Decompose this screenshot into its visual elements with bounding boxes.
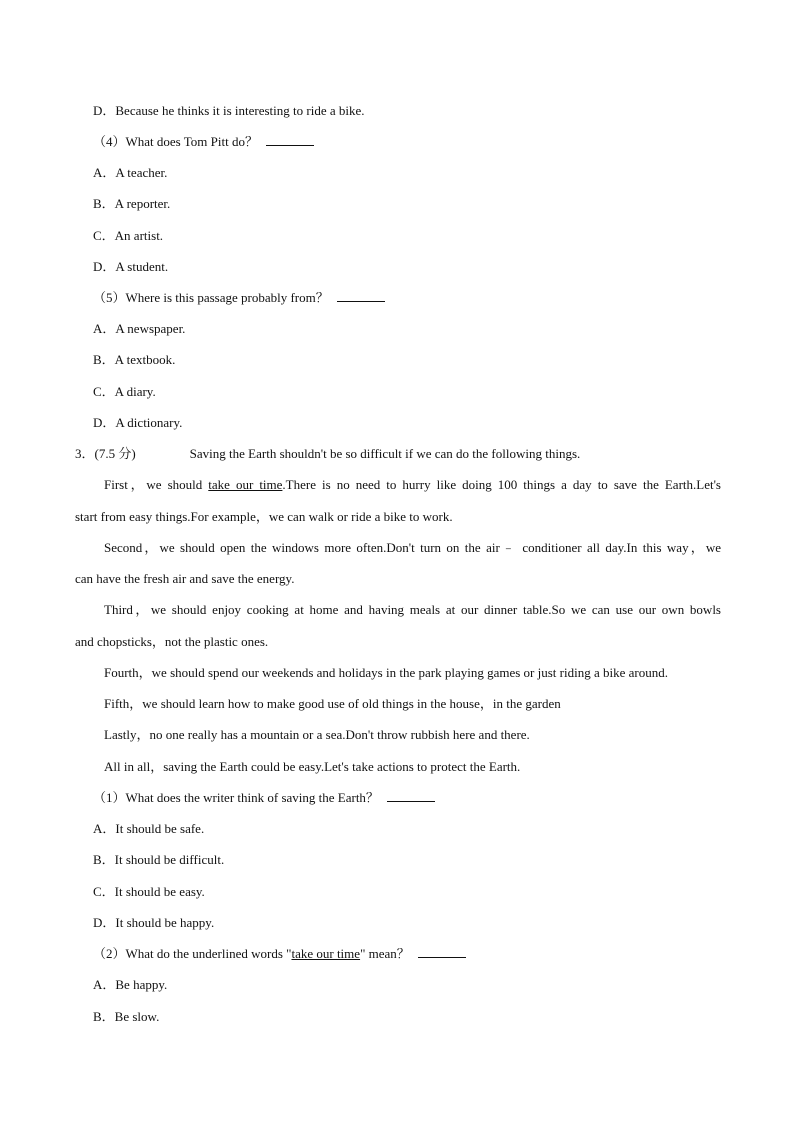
para-6: Lastly，no one really has a mountain or a sea.Don't throw rubbish here and there.	[104, 727, 530, 742]
para-1-cont: start from easy things.For example，we can walk or ride a bike to work.	[75, 509, 453, 524]
answer-blank[interactable]	[387, 800, 435, 802]
q4-option-a: A．A teacher.	[93, 165, 168, 180]
q5-stem: （5）Where is this passage probably from？	[93, 290, 385, 306]
para-2-cont: can have the fresh air and save the energy.	[75, 571, 295, 586]
q4-option-d: D．A student.	[93, 259, 169, 274]
q2-option-d: D．Because he thinks it is interesting to ride a bike.	[93, 103, 365, 118]
q3-2-option-b: B．Be slow.	[93, 1009, 160, 1024]
q4-option-c: C．An artist.	[93, 228, 164, 243]
q5-option-b: B．A textbook.	[93, 352, 176, 367]
para-2: Second，we should open the windows more often.Don't turn on the air﹣ conditioner all day.In this way，we	[104, 540, 721, 555]
q3-2-option-a: A．Be happy.	[93, 977, 168, 992]
answer-blank[interactable]	[266, 144, 314, 146]
para-1: First，we should take our time.There is no need to hurry like doing 100 things a day to save the Earth.Let's	[104, 477, 721, 492]
para-3-cont: and chopsticks，not the plastic ones.	[75, 634, 269, 649]
q5-option-d: D．A dictionary.	[93, 415, 183, 430]
para-7: All in all，saving the Earth could be easy.Let's take actions to protect the Earth.	[104, 759, 521, 774]
answer-blank[interactable]	[418, 956, 466, 958]
q3-1-option-d: D．It should be happy.	[93, 915, 215, 930]
q3-1-option-a: A．It should be safe.	[93, 821, 205, 836]
underlined-phrase-ref: take our time	[291, 946, 361, 961]
q4-stem: （4）What does Tom Pitt do？	[93, 134, 314, 150]
answer-blank[interactable]	[337, 300, 385, 302]
q3-1-option-c: C．It should be easy.	[93, 884, 205, 899]
q3-heading	[75, 446, 580, 462]
q5-option-a: A．A newspaper.	[93, 321, 186, 336]
q3-1-stem: （1）What does the writer think of saving the Earth？	[93, 790, 435, 806]
q3-number: 3．(7.5 分)	[75, 446, 136, 461]
para-3: Third，we should enjoy cooking at home and having meals at our dinner table.So we can use our own bowls	[104, 602, 721, 617]
para-5: Fifth，we should learn how to make good use of old things in the house，in the garden	[104, 696, 561, 711]
q3-1-option-b: B．It should be difficult.	[93, 852, 225, 867]
para-4: Fourth，we should spend our weekends and holidays in the park playing games or just riding a bike around.	[104, 665, 668, 680]
underlined-phrase: take our time	[208, 477, 283, 492]
passage-title: Saving the Earth shouldn't be so difficult if we can do the following things.	[189, 446, 581, 461]
q3-2-stem: （2）What do the underlined words "take our time" mean？	[93, 946, 466, 962]
q5-option-c: C．A diary.	[93, 384, 156, 399]
q4-option-b: B．A reporter.	[93, 196, 171, 211]
